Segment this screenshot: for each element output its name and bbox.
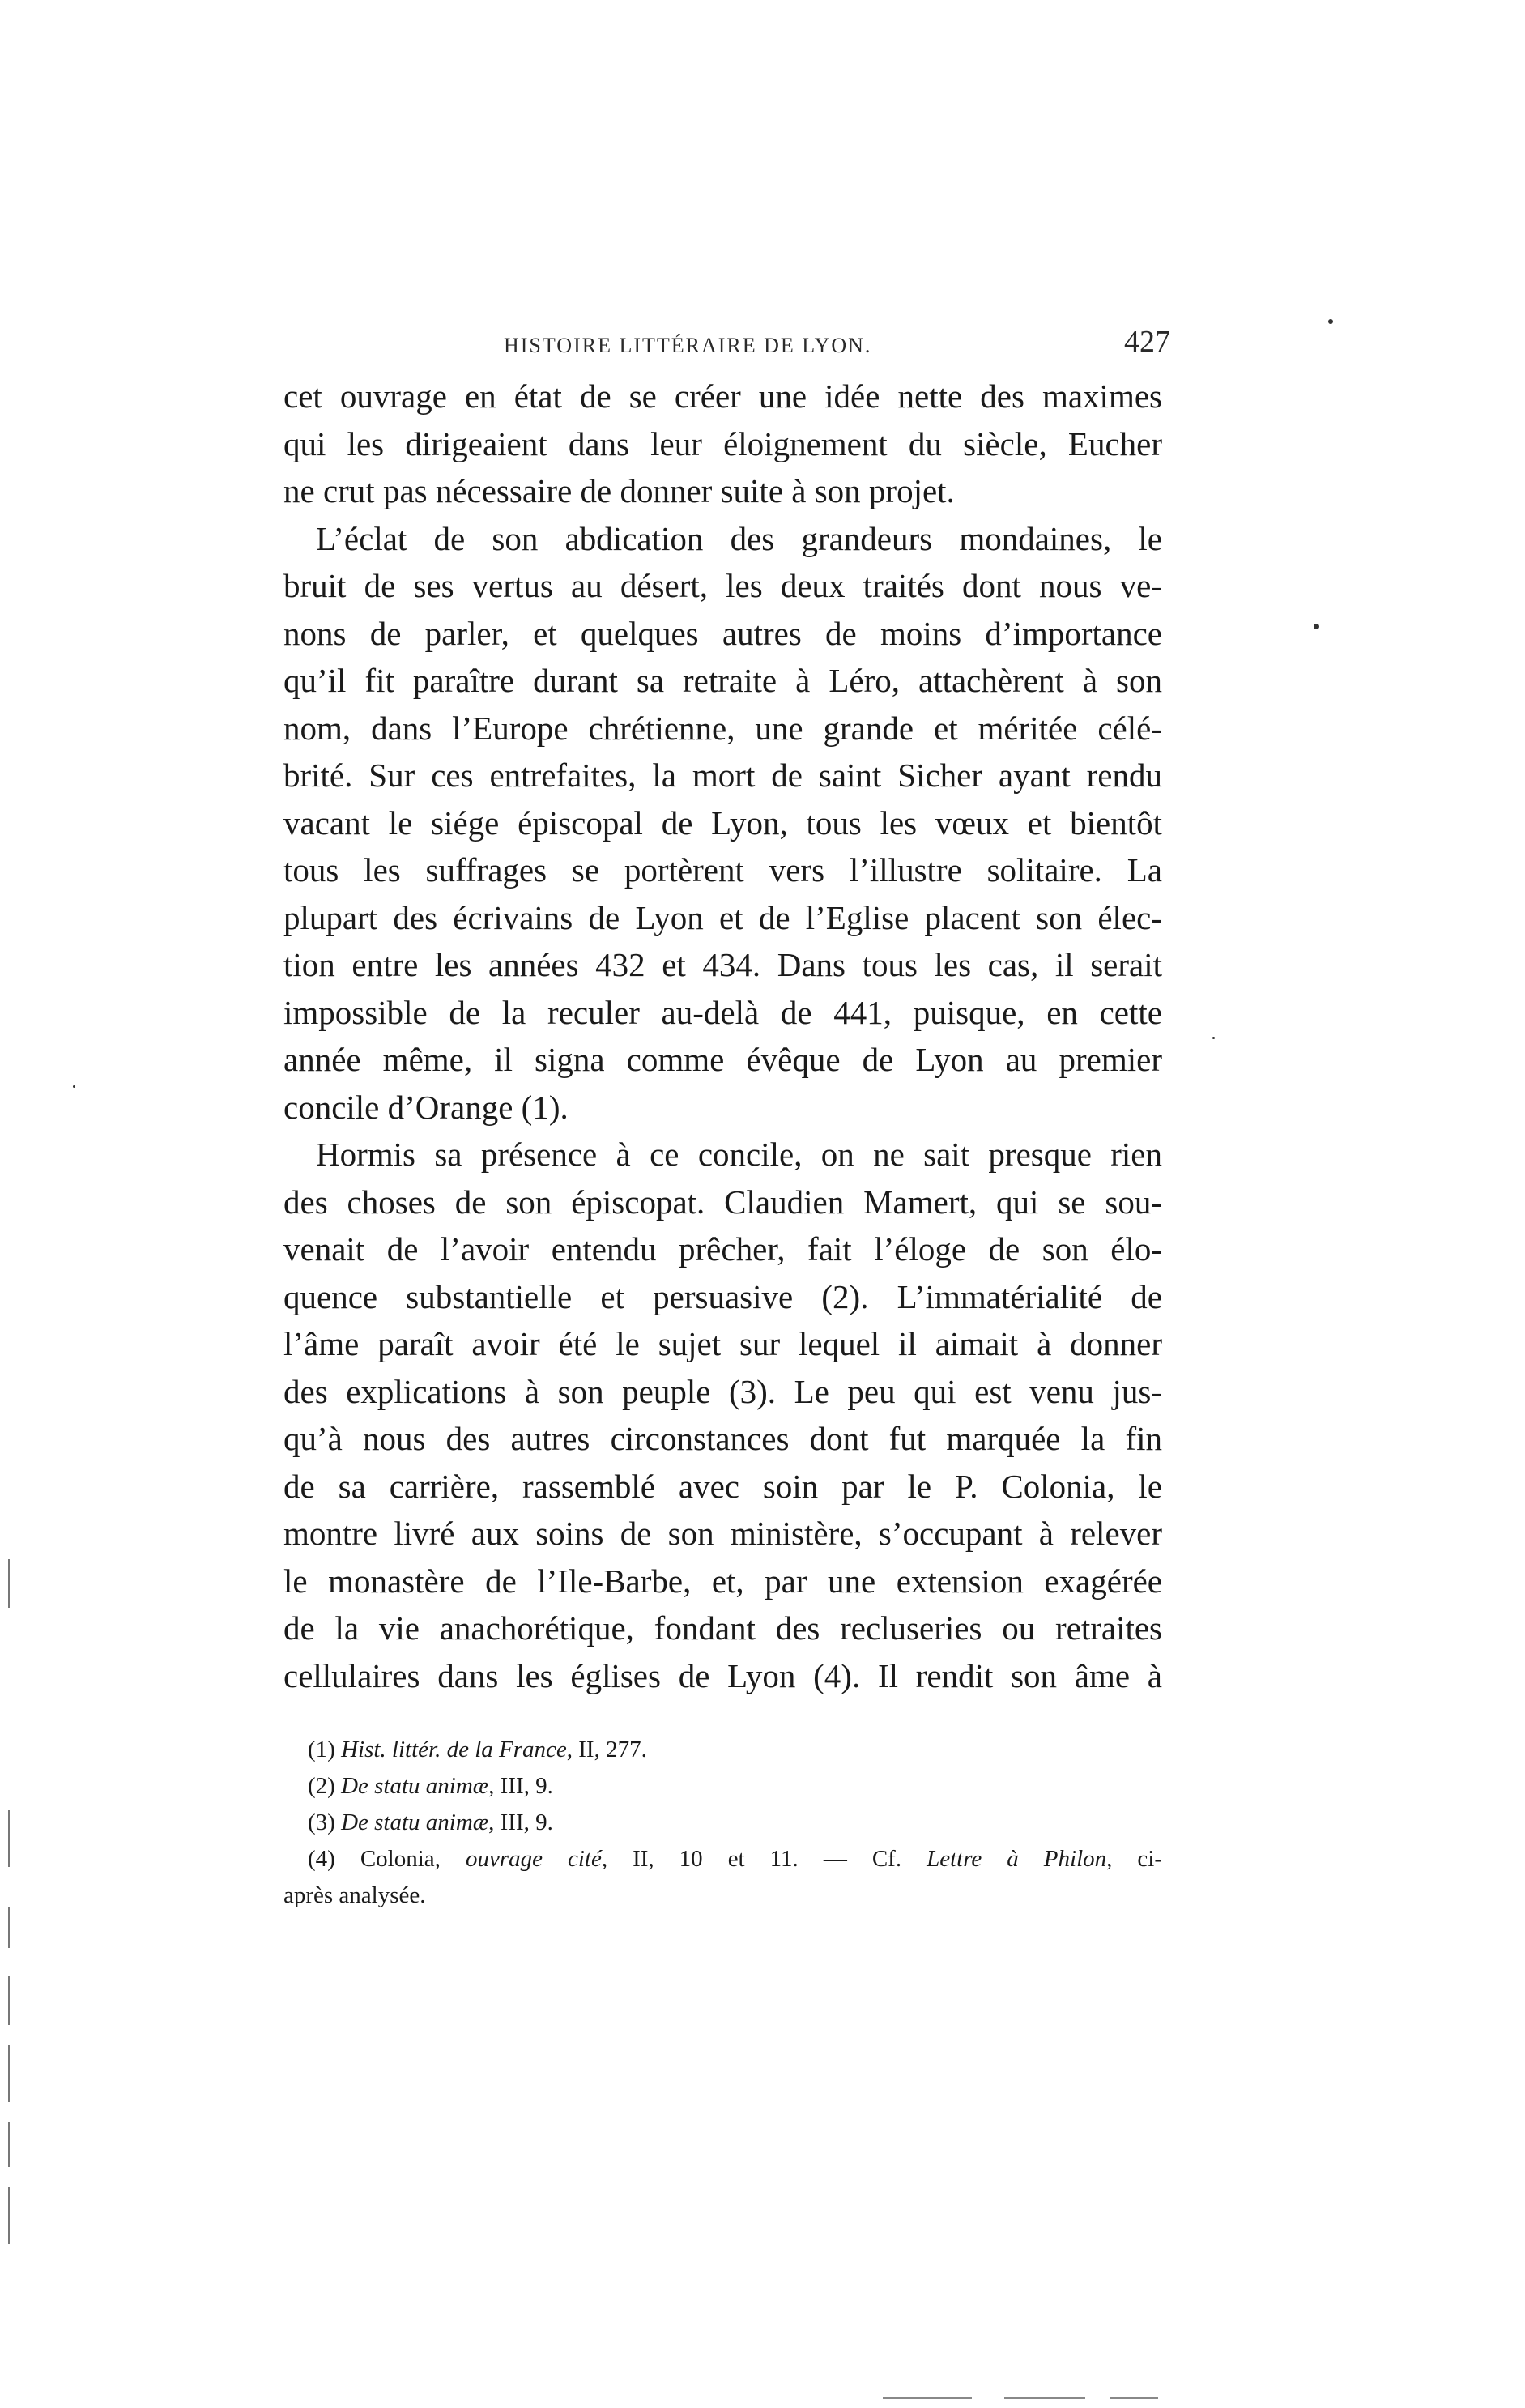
scan-margin-line (8, 1559, 10, 1608)
footnote-3 (308, 1805, 1162, 1841)
page-number: 427 (1124, 325, 1170, 359)
text-line: cet ouvrage en état de se créer une idée nette des maximes (283, 377, 1162, 415)
footnote-title: De statu animæ (341, 1773, 489, 1799)
footnotes (283, 1732, 1162, 1914)
text-line: de sa carrière, rassemblé avec soin par le P. Colonia, le (283, 1467, 1162, 1505)
ink-speck (1314, 624, 1319, 629)
footnote-continuation: après analysée. (283, 1882, 426, 1908)
footnote-number: (1) (308, 1737, 335, 1762)
footnote-ref: , III, 9. (488, 1809, 553, 1835)
scan-margin-line (8, 2187, 10, 2244)
text-line: qu’il fit paraître durant sa retraite à Léro, attachèrent à son (283, 662, 1162, 699)
paragraph-3 (283, 1131, 1162, 1699)
text-line: cellulaires dans les églises de Lyon (4). Il rendit son âme à (283, 1656, 1162, 1694)
ink-speck (1212, 1037, 1215, 1039)
text-line: des choses de son épiscopat. Claudien Mamert, qui se sou- (283, 1183, 1162, 1221)
body-text (283, 373, 1162, 1699)
text-line: L’éclat de son abdication des grandeurs mondaines, le (316, 519, 1162, 557)
text-line: venait de l’avoir entendu prêcher, fait l’éloge de son élo- (283, 1230, 1162, 1268)
footnote-1 (308, 1732, 1162, 1768)
text-line: qui les dirigeaient dans leur éloignement du siècle, Eucher (283, 424, 1162, 462)
footnote-4 (308, 1841, 1162, 1877)
footnote-number: (2) (308, 1773, 335, 1799)
text-line: l’âme paraît avoir été le sujet sur lequel il aimait à donner (283, 1325, 1162, 1362)
running-title: HISTOIRE LITTÉRAIRE DE LYON. (504, 334, 872, 357)
text-line: brité. Sur ces entrefaites, la mort de saint Sicher ayant rendu (283, 756, 1162, 794)
text-line: bruit de ses vertus au désert, les deux traités dont nous ve- (283, 567, 1162, 604)
text-line: tous les suffrages se portèrent vers l’illustre solitaire. La (283, 851, 1162, 889)
footnote-title: De statu animæ (341, 1809, 489, 1835)
text-line: nom, dans l’Europe chrétienne, une grande et méritée célé- (283, 709, 1162, 747)
paragraph-2 (283, 515, 1162, 1132)
scan-bottom-rule (883, 2397, 972, 2399)
text-line: qu’à nous des autres circonstances dont fut marquée la fin (283, 1420, 1162, 1457)
paragraph-1 (283, 373, 1162, 515)
footnote-number: (3) (308, 1809, 335, 1835)
text-line: quence substantielle et persuasive (2). L’immatérialité de (283, 1277, 1162, 1315)
footnote-title: Hist. littér. de la France (341, 1737, 567, 1762)
footnote-ref: , II, 10 et 11. — Cf. (601, 1846, 927, 1872)
text-line: concile d’Orange (1). (283, 1088, 569, 1126)
footnote-ref: , ci- (1106, 1846, 1162, 1872)
text-line: montre livré aux soins de son ministère, s’occupant à relever (283, 1515, 1162, 1552)
footnote-2 (308, 1768, 1162, 1805)
scan-margin-line (8, 2122, 10, 2167)
footnote-title: ouvrage cité (465, 1846, 602, 1872)
running-head (283, 324, 1170, 373)
scan-bottom-rule (1110, 2397, 1158, 2399)
footnote-title-2: Lettre à Philon (927, 1846, 1107, 1872)
scan-margin-line (8, 1907, 10, 1948)
scan-margin-line (8, 1976, 10, 2025)
footnote-ref: , II, 277. (566, 1737, 647, 1762)
scan-bottom-rule (1004, 2397, 1085, 2399)
ink-speck (1328, 319, 1333, 324)
text-line: le monastère de l’Ile-Barbe, et, par une extension exagérée (283, 1562, 1162, 1600)
text-line: des explications à son peuple (3). Le peu qui est venu jus- (283, 1372, 1162, 1410)
scan-margin-line (8, 1810, 10, 1867)
footnote-author: Colonia, (360, 1846, 466, 1872)
text-line: de la vie anachorétique, fondant des recluseries ou retraites (283, 1609, 1162, 1647)
text-line: année même, il signa comme évêque de Lyon au premier (283, 1041, 1162, 1078)
text-line: plupart des écrivains de Lyon et de l’Eglise placent son élec- (283, 898, 1162, 936)
text-line: impossible de la reculer au-delà de 441, puisque, en cette (283, 993, 1162, 1031)
ink-speck (73, 1085, 75, 1088)
page-content (283, 324, 1170, 1914)
text-line: nons de parler, et quelques autres de moins d’importance (283, 614, 1162, 652)
text-line: Hormis sa présence à ce concile, on ne sait presque rien (316, 1136, 1162, 1173)
text-line: tion entre les années 432 et 434. Dans tous les cas, il serait (283, 946, 1162, 983)
text-line: vacant le siége épiscopal de Lyon, tous les vœux et bientôt (283, 803, 1162, 842)
text-line: ne crut pas nécessaire de donner suite à son projet. (283, 472, 955, 509)
footnote-number: (4) (308, 1846, 335, 1872)
scan-margin-line (8, 2045, 10, 2102)
footnote-ref: , III, 9. (488, 1773, 553, 1799)
